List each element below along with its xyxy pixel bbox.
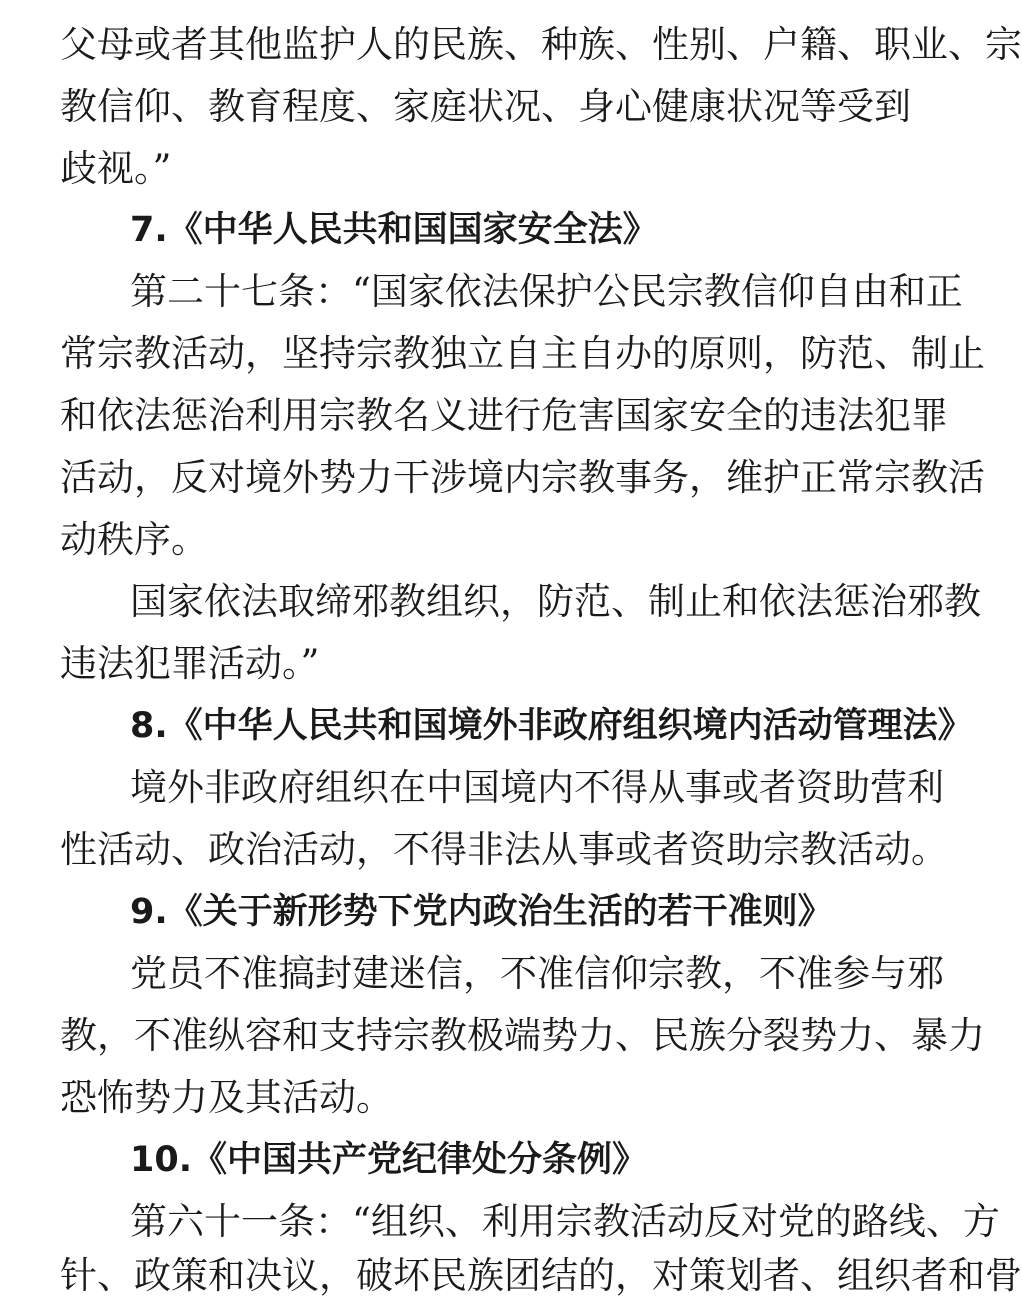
document-page [60,0,1022,1298]
body-text-line: 性活动、政治活动，不得非法从事或者资助宗教活动。 [60,828,948,871]
body-text-line: 针、政策和决议，破坏民族团结的，对策划者、组织者和骨 [60,1254,1022,1297]
body-text-line: 教信仰、教育程度、家庭状况、身心健康状况等受到 [60,85,911,128]
body-text-line: 教，不准纵容和支持宗教极端势力、民族分裂势力、暴力 [60,1014,985,1057]
body-text-line: 违法犯罪活动。” [60,642,320,685]
body-text-line: 活动，反对境外势力干涉境内宗教事务，维护正常宗教活 [60,456,985,499]
body-text-line: 第六十一条：“组织、利用宗教活动反对党的路线、方 [130,1200,1000,1243]
body-text-line: 党员不准搞封建迷信，不准信仰宗教，不准参与邪 [130,952,944,995]
section-heading-party-life-norms: 9.《关于新形势下党内政治生活的若干准则》 [130,892,833,932]
body-text-line: 国家依法取缔邪教组织，防范、制止和依法惩治邪教 [130,580,981,623]
body-text-line: 恐怖势力及其活动。 [60,1076,393,1119]
body-text-line: 和依法惩治利用宗教名义进行危害国家安全的违法犯罪 [60,394,948,437]
body-text-line: 动秩序。 [60,518,208,561]
section-heading-discipline-regulations: 10.《中国共产党纪律处分条例》 [130,1140,648,1180]
body-text-line: 第二十七条：“国家依法保护公民宗教信仰自由和正 [130,270,963,313]
body-text-line: 歧视。” [60,147,172,190]
body-text-line: 境外非政府组织在中国境内不得从事或者资助营利 [130,766,944,809]
body-text-line: 父母或者其他监护人的民族、种族、性别、户籍、职业、宗 [60,23,1022,66]
section-heading-ngo-law: 8.《中华人民共和国境外非政府组织境内活动管理法》 [130,706,973,746]
section-heading-national-security-law: 7.《中华人民共和国国家安全法》 [130,210,658,250]
body-text-line: 常宗教活动，坚持宗教独立自主自办的原则，防范、制止 [60,332,985,375]
